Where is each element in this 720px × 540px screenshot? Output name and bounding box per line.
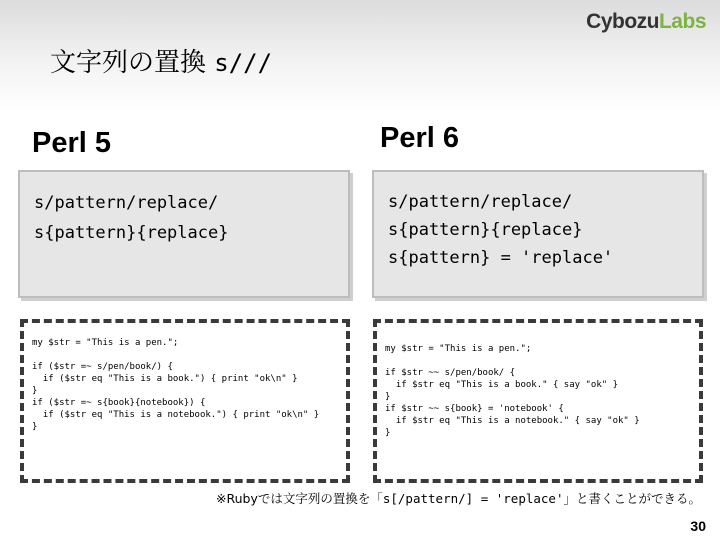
- perl6-code-line: if $str eq "This is a notebook." { say "ok" }: [385, 416, 640, 426]
- perl6-code-line: }: [385, 392, 391, 402]
- perl6-syntax-line: s/pattern/replace/: [388, 192, 573, 212]
- perl5-code-line: if ($str eq "This is a book.") { print "ok\n" }: [32, 374, 298, 384]
- logo-text-labs: Labs: [658, 10, 706, 33]
- perl5-code-line: my $str = "This is a pen.";: [32, 338, 179, 348]
- slide-title-text: 文字列の置換: [50, 48, 207, 78]
- perl5-code-line: if ($str =~ s{book}{notebook}) {: [32, 398, 206, 408]
- perl6-code-line: my $str = "This is a pen.";: [385, 344, 532, 354]
- perl6-code-line: [385, 355, 693, 367]
- ruby-footnote: [216, 489, 701, 507]
- perl6-code-line: }: [385, 428, 391, 438]
- perl5-code-line: [32, 349, 340, 361]
- perl5-code-line: if ($str eq "This is a notebook.") { print "ok\n" }: [32, 410, 320, 420]
- perl5-syntax-line: s/pattern/replace/: [34, 193, 219, 213]
- perl5-syntax-line: s{pattern}{replace}: [34, 223, 229, 243]
- slide-title: [50, 42, 272, 79]
- perl6-code-line: if $str eq "This is a book." { say "ok" }: [385, 380, 618, 390]
- perl6-syntax-box: [372, 170, 704, 298]
- logo-text-cybozu: Cybozu: [586, 10, 659, 33]
- ruby-footnote-suffix: 」と書くことができる。: [563, 491, 701, 506]
- perl5-code-line: if ($str =~ s/pen/book/) {: [32, 362, 173, 372]
- perl6-code-line: if $str ~~ s{book} = 'notebook' {: [385, 404, 564, 414]
- perl6-code-line: if $str ~~ s/pen/book/ {: [385, 368, 516, 378]
- perl6-code-box: [373, 319, 703, 483]
- ruby-footnote-code: s[/pattern/] = 'replace': [382, 491, 564, 506]
- perl5-code-box: [20, 319, 350, 483]
- perl5-heading: Perl 5: [32, 127, 111, 159]
- perl6-syntax-line: s{pattern} = 'replace': [388, 248, 614, 268]
- cybozu-labs-logo: [586, 10, 706, 34]
- perl6-syntax-line: s{pattern}{replace}: [388, 220, 583, 240]
- slide-title-code: s///: [214, 49, 273, 77]
- perl5-code-line: }: [32, 422, 38, 432]
- perl5-syntax-box: [18, 170, 350, 298]
- perl6-heading: Perl 6: [380, 122, 459, 154]
- ruby-footnote-prefix: ※Rubyでは文字列の置換を「: [216, 491, 383, 506]
- perl5-code-line: }: [32, 386, 38, 396]
- page-number: 30: [690, 518, 706, 534]
